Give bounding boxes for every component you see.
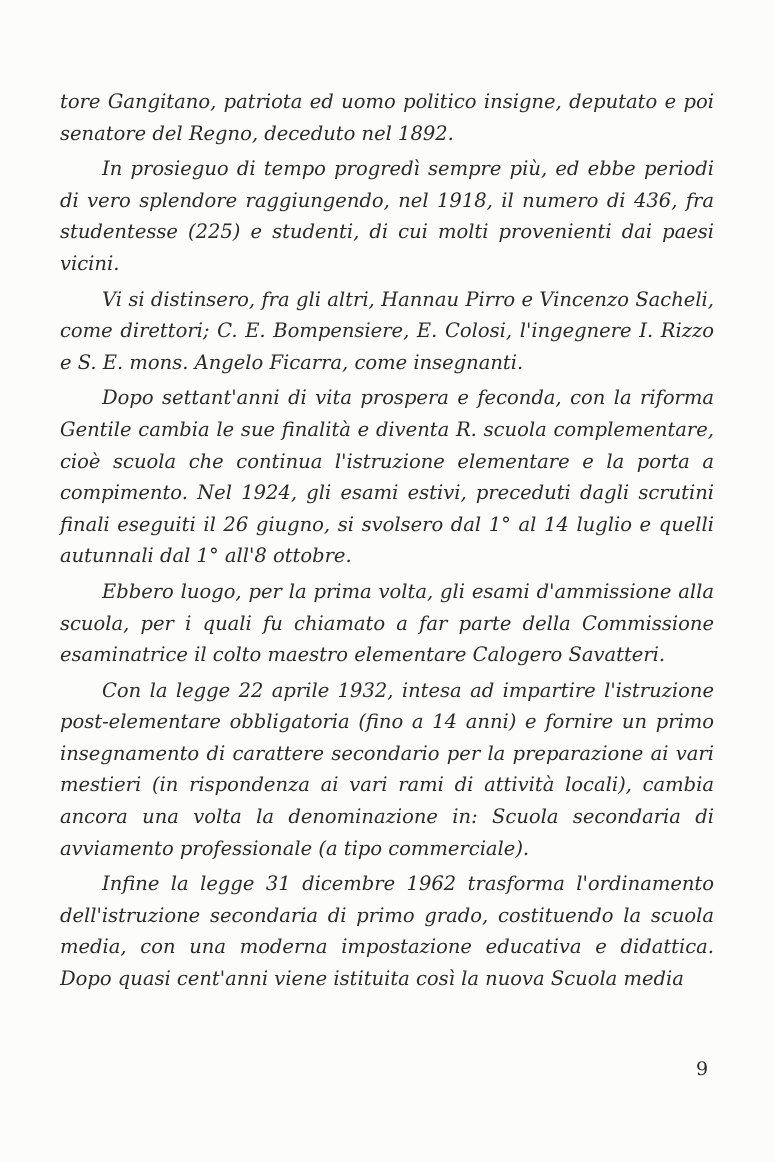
paragraph-4: Dopo settant'anni di vita prospera e feconda, con la riforma Gentile cambia le sue finalità e diventa R. scuola complementare, cioè scuola che continua l'istruzione elementare e la porta a compimento. Nel 1924, gli esami estivi, preceduti dagli scrutini finali eseguiti il 26 giugno, si svolsero dal 1° al 14 luglio e quelli autunnali dal 1° all'8 ottobre.: [60, 386, 714, 568]
paragraph-5: Ebbero luogo, per la prima volta, gli esami d'ammissione alla scuola, per i quali fu chiamato a far parte della Commissione esaminatrice il colto maestro elementare Calogero Savatteri.: [60, 579, 714, 667]
paragraph-1: tore Gangitano, patriota ed uomo politico insigne, deputato e poi senatore del Regno, deceduto nel 1892.: [60, 90, 714, 145]
paragraph-2: In prosieguo di tempo progredì sempre più, ed ebbe periodi di vero splendore raggiungendo, nel 1918, il numero di 436, fra studentesse (225) e studenti, di cui molti provenienti dai paesi vicini.: [60, 157, 714, 275]
paragraph-6: Con la legge 22 aprile 1932, intesa ad impartire l'istruzione post-elementare obbligatoria (fino a 14 anni) e fornire un primo insegnamento di carattere secondario per la preparazione ai vari mestieri (in rispondenza ai vari rami di attività locali), cambia ancora una volta la denominazione in: Scuola secondaria di avviamento professionale (a tipo commerciale).: [60, 678, 714, 860]
paragraph-3: Vi si distinsero, fra gli altri, Hannau Pirro e Vincenzo Sacheli, come direttori; C. E. Bompensiere, E. Colosi, l'ingegnere I. Rizzo e S. E. mons. Angelo Ficarra, come insegnanti.: [60, 287, 714, 374]
body-text: [60, 86, 714, 999]
paragraph-7: Infine la legge 31 dicembre 1962 trasforma l'ordinamento dell'istruzione secondaria di primo grado, costituendo la scuola media, con una moderna impostazione educativa e didattica. Dopo quasi cent'anni viene istituita così la nuova Scuola media: [60, 872, 714, 991]
page-number: 9: [696, 1058, 709, 1080]
